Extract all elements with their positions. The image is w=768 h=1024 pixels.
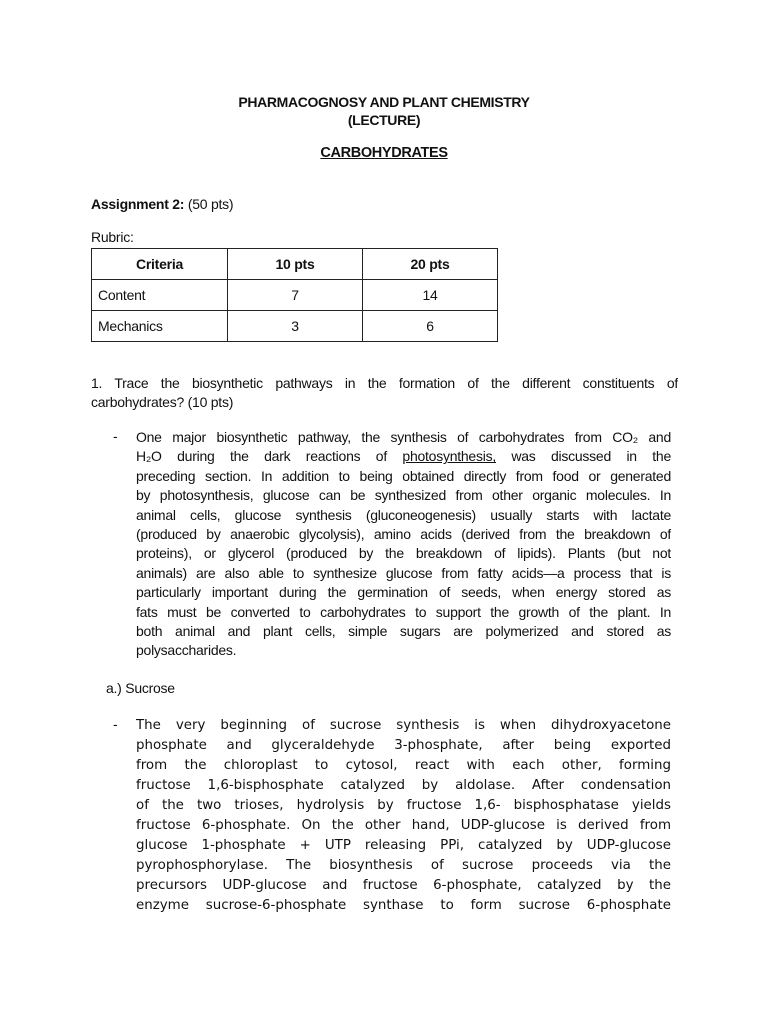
- subheading-sucrose: a.) Sucrose: [106, 680, 175, 696]
- paragraph-line: animals) are also able to synthesize glucose from fatty acids—a process that is: [136, 564, 671, 581]
- paragraph-line: polysaccharides.: [136, 642, 237, 659]
- paragraph-line: proteins), or glycerol (produced by the breakdown of lipids). Plants (but not: [136, 545, 671, 562]
- score-cell: 7: [228, 280, 363, 311]
- underlined-term: photosynthesis,: [402, 448, 496, 465]
- paragraph-line: both animal and plant cells, simple sugars are polymerized and stored as: [136, 622, 671, 639]
- paragraph-line: [136, 447, 671, 466]
- paragraph-line: glucose 1-phosphate + UTP releasing PPi, catalyzed by UDP-glucose: [136, 838, 671, 853]
- line-segment: was discussed in the: [495, 448, 671, 465]
- paragraph-photosynthesis: [136, 428, 671, 661]
- paragraph-line: animal cells, glucose synthesis (gluconeogenesis) usually starts with lactate: [136, 506, 671, 523]
- question-line: carbohydrates? (10 pts): [91, 394, 234, 411]
- paragraph-line: fructose 6-phosphate. On the other hand, UDP-glucose is derived from: [136, 818, 671, 833]
- table-header-row: [92, 249, 498, 280]
- paragraph-line: phosphate and glyceraldehyde 3-phosphate, after being exported: [136, 738, 671, 753]
- paragraph-line: fats must be converted to carbohydrates to support the growth of the plant. In: [136, 603, 671, 620]
- assignment-label: Assignment 2:: [91, 196, 185, 212]
- bullet-dash: -: [113, 716, 118, 732]
- line-segment: H₂O during the dark reactions of: [136, 448, 403, 465]
- table-row: [92, 280, 498, 311]
- paragraph-line: The very beginning of sucrose synthesis is when dihydroxyacetone: [136, 718, 671, 733]
- header-20pts: 20 pts: [363, 249, 498, 280]
- score-cell: 3: [228, 311, 363, 342]
- criteria-cell: Content: [92, 280, 228, 311]
- question-line: 1. Trace the biosynthetic pathways in the formation of the different constituents of: [91, 375, 678, 391]
- topic-heading: CARBOHYDRATES: [320, 145, 448, 161]
- paragraph-line: from the chloroplast to cytosol, react with each other, forming: [136, 758, 671, 773]
- paragraph-line: fructose 1,6-bisphosphate catalyzed by aldolase. After condensation: [136, 778, 671, 793]
- paragraph-line: of the two trioses, hydrolysis by fructose 1,6- bisphosphatase yields: [136, 798, 671, 813]
- score-cell: 6: [363, 311, 498, 342]
- paragraph-line: particularly important during the germination of seeds, when energy stored as: [136, 584, 671, 601]
- bullet-dash: -: [113, 428, 118, 444]
- table-row: [92, 311, 498, 342]
- assignment-line: [91, 196, 233, 212]
- paragraph-line: One major biosynthetic pathway, the synthesis of carbohydrates from CO₂ and: [136, 429, 671, 445]
- criteria-cell: Mechanics: [92, 311, 228, 342]
- paragraph-line: (produced by anaerobic glycolysis), amino acids (derived from the breakdown of: [136, 525, 671, 542]
- paragraph-line: by photosynthesis, glucose can be synthesized from other organic molecules. In: [136, 487, 671, 504]
- rubric-table: [91, 248, 498, 342]
- paragraph-line: pyrophosphorylase. The biosynthesis of sucrose proceeds via the: [136, 858, 671, 873]
- paragraph-line: enzyme sucrose-6-phosphate synthase to form sucrose 6-phosphate: [136, 898, 671, 913]
- rubric-label: Rubric:: [91, 229, 134, 245]
- score-cell: 14: [363, 280, 498, 311]
- header-10pts: 10 pts: [228, 249, 363, 280]
- paragraph-line: precursors UDP-glucose and fructose 6-phosphate, catalyzed by the: [136, 878, 671, 893]
- question-1: [91, 374, 678, 413]
- header-criteria: Criteria: [92, 249, 228, 280]
- paragraph-line: preceding section. In addition to being obtained directly from food or generated: [136, 467, 671, 484]
- topic-heading-wrap: [0, 145, 768, 161]
- course-title: PHARMACOGNOSY AND PLANT CHEMISTRY: [238, 94, 530, 110]
- paragraph-sucrose: [136, 716, 671, 916]
- course-subtitle: (LECTURE): [347, 112, 421, 128]
- assignment-points: (50 pts): [184, 196, 234, 212]
